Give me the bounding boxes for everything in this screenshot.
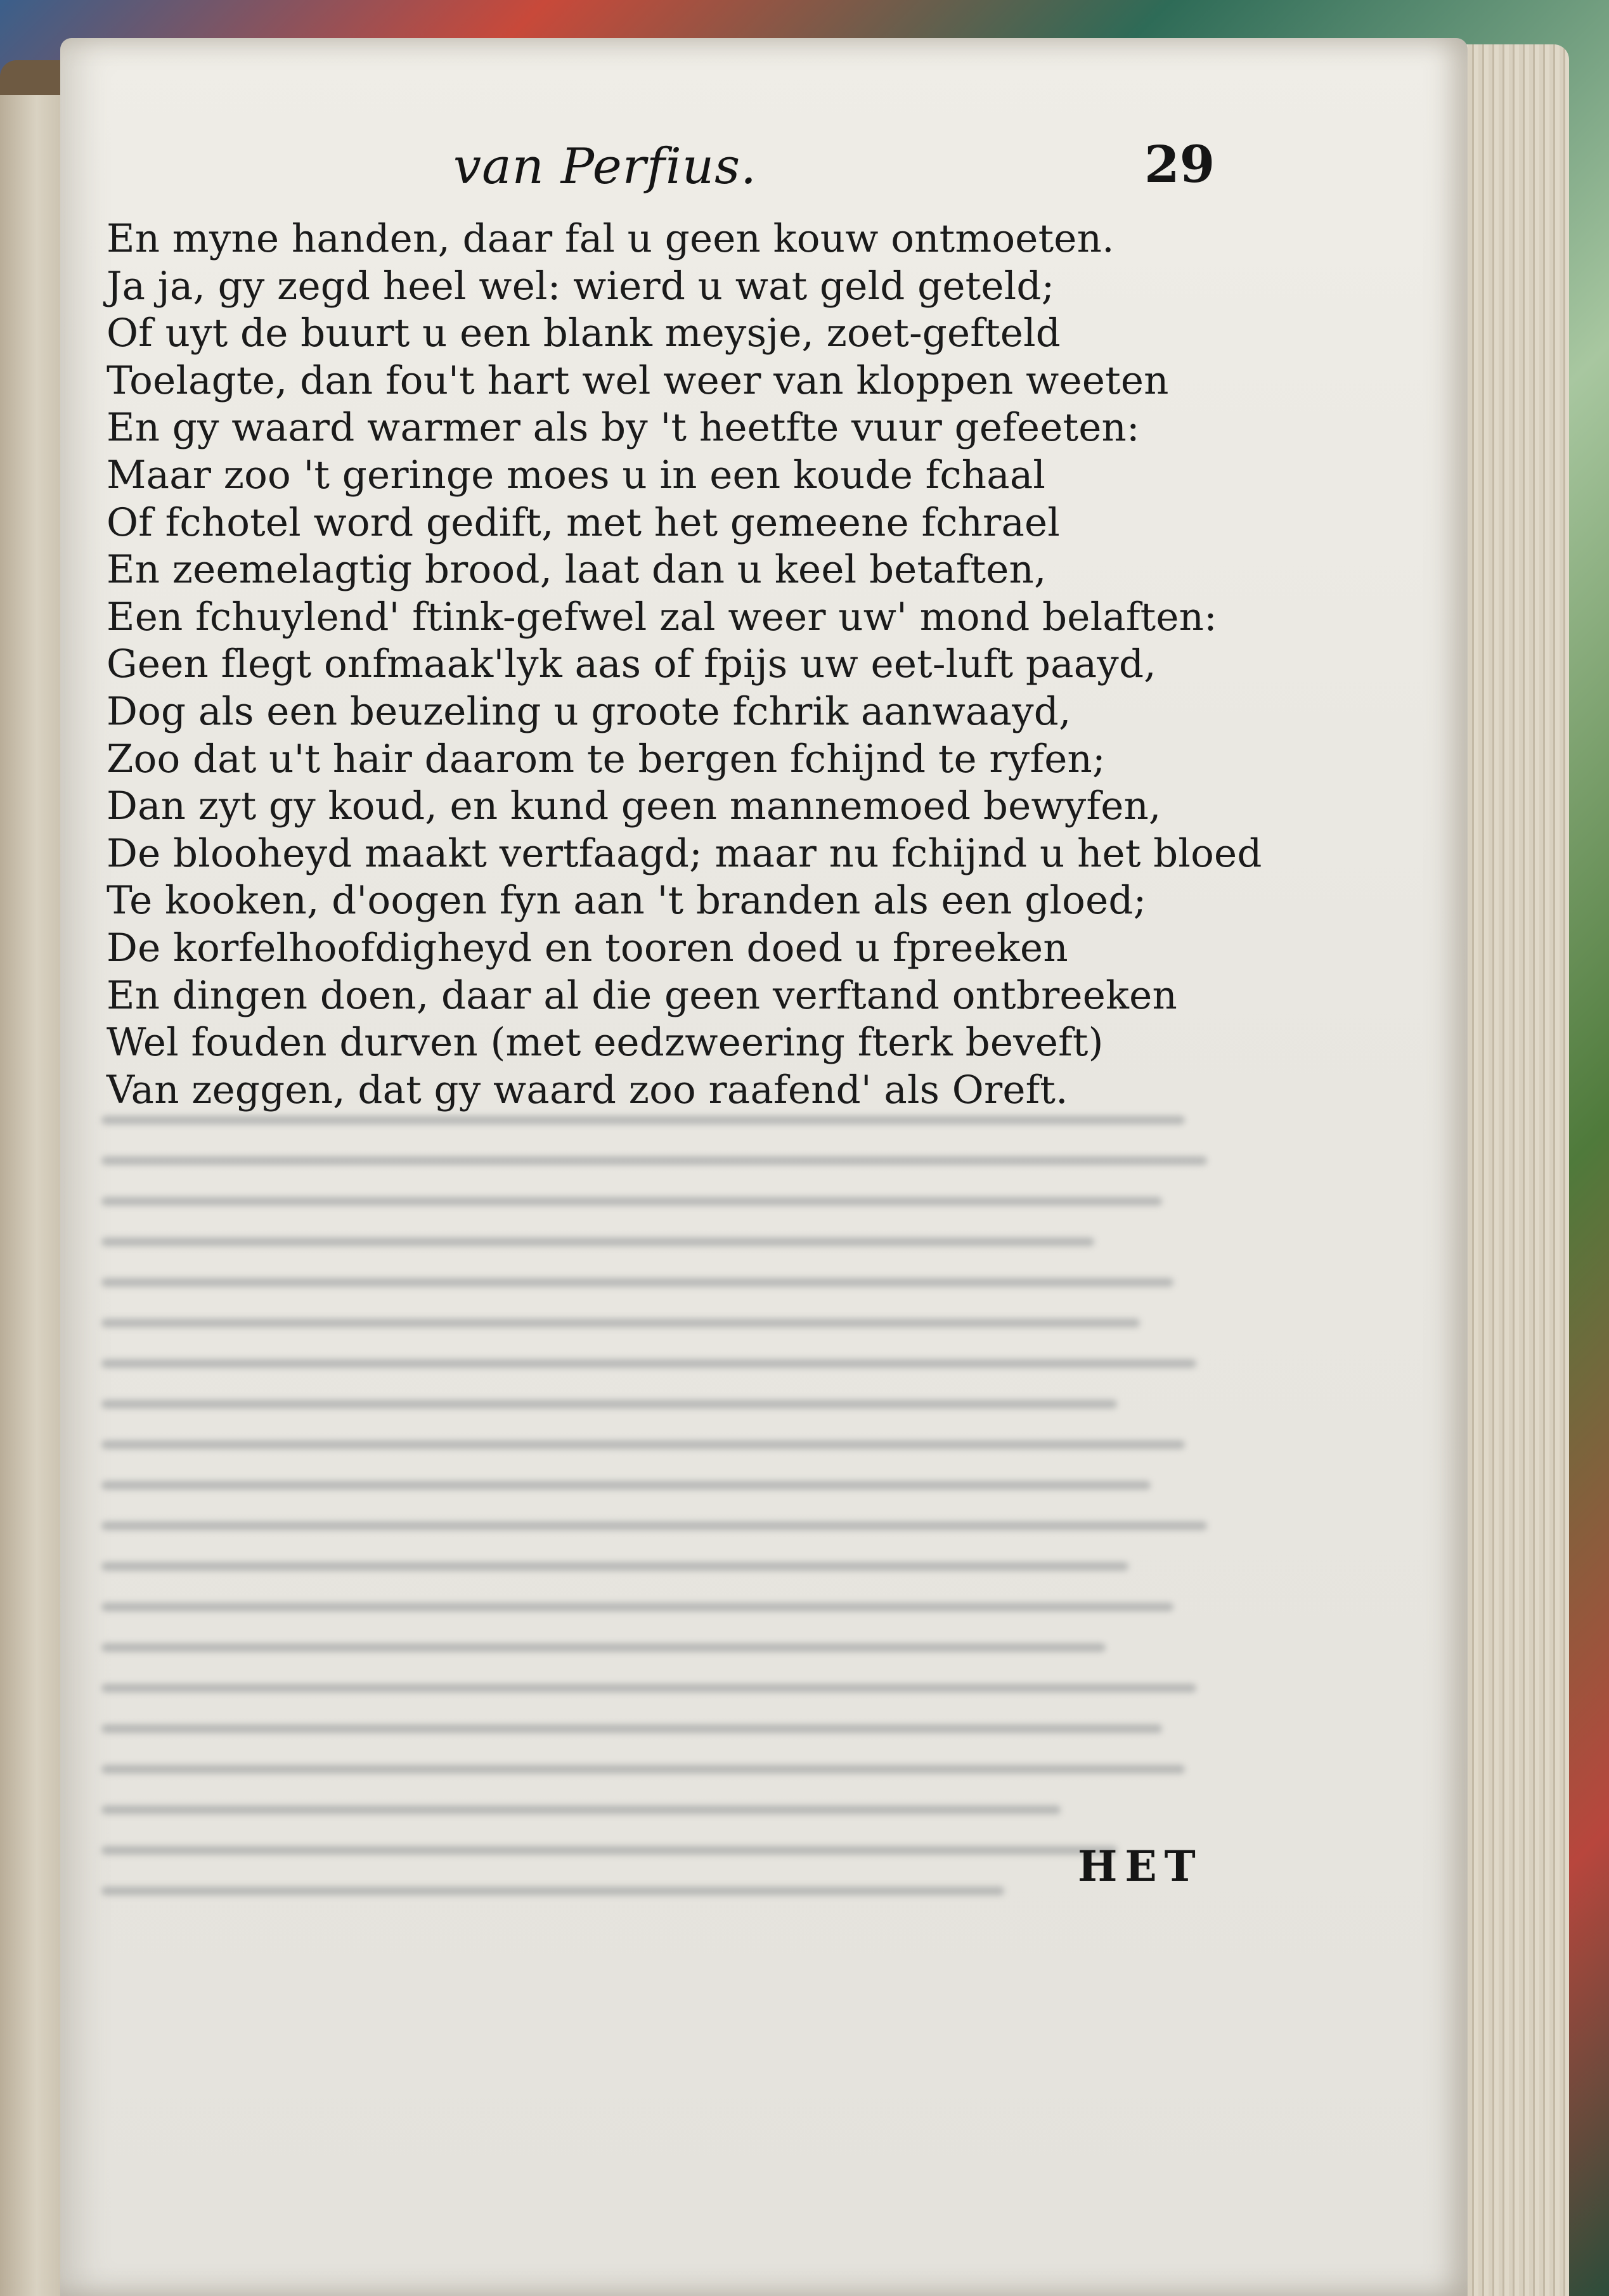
left-page-edge [0, 95, 67, 2296]
show-through-line [101, 1278, 1173, 1287]
show-through-line [101, 1440, 1185, 1449]
show-through-line [101, 1562, 1128, 1571]
verse-line: Geen flegt onfmaak'lyk aas of fpijs uw eet-luft paayd, [107, 642, 1156, 687]
verse-line: Ja ja, gy zegd heel wel: wierd u wat geld geteld; [107, 263, 1055, 309]
catchword: HET [1078, 1841, 1203, 1891]
show-through-line [101, 1319, 1140, 1327]
show-through-line [101, 1481, 1151, 1490]
show-through-line [101, 1197, 1162, 1206]
show-through-line [101, 1846, 1117, 1855]
verse-line: En dingen doen, daar al die geen verftand ontbreeken [107, 972, 1177, 1018]
show-through-line [101, 1400, 1117, 1409]
page-header [60, 134, 1468, 208]
verse-line: Of uyt de buurt u een blank meysje, zoet-gefteld [107, 311, 1061, 356]
show-through-line [101, 1237, 1094, 1246]
show-through-line [101, 1886, 1004, 1895]
show-through-text [101, 1116, 1230, 2016]
verse-line: De blooheyd maakt vertfaagd; maar nu fchijnd u het bloed [107, 830, 1262, 876]
show-through-line [101, 1116, 1185, 1125]
verse-line: Dog als een beuzeling u groote fchrik aanwaayd, [107, 688, 1071, 734]
page-block-edges [1458, 44, 1569, 2296]
show-through-line [101, 1521, 1207, 1530]
show-through-line [101, 1684, 1196, 1693]
verse-line: En zeemelagtig brood, laat dan u keel betaften, [107, 547, 1047, 593]
verse-line: Van zeggen, dat gy waard zoo raafend' als Oreft. [107, 1067, 1068, 1113]
verse-line: Te kooken, d'oogen fyn aan 't branden als een gloed; [107, 878, 1147, 924]
verse-line: De korfelhoofdigheyd en tooren doed u fpreeken [107, 925, 1068, 971]
show-through-line [101, 1724, 1162, 1733]
verse-line: Een fchuylend' ftink-gefwel zal weer uw' mond belaften: [107, 594, 1217, 640]
verse-line: Toelagte, dan fou't hart wel weer van kloppen weeten [107, 358, 1169, 403]
verse-block [107, 216, 1286, 1114]
show-through-line [101, 1603, 1173, 1611]
verse-line: Maar zoo 't geringe moes u in een koude fchaal [107, 452, 1046, 498]
page-number: 29 [1144, 134, 1215, 194]
verse-line: Dan zyt gy koud, en kund geen mannemoed bewyfen, [107, 784, 1161, 829]
verse-line: Wel fouden durven (met eedzweering fterk beveft) [107, 1020, 1104, 1066]
verse-line: Of fchotel word gedift, met het gemeene fchrael [107, 500, 1061, 545]
show-through-line [101, 1643, 1106, 1652]
show-through-line [101, 1765, 1185, 1774]
verse-line: En myne handen, daar fal u geen kouw ontmoeten. [107, 216, 1115, 261]
show-through-line [101, 1156, 1207, 1165]
verse-line: En gy waard warmer als by 't heetfte vuur gefeeten: [107, 405, 1140, 451]
show-through-line [101, 1805, 1061, 1814]
verse-line: Zoo dat u't hair daarom te bergen fchijnd te ryfen; [107, 736, 1106, 782]
running-head: van Perfius. [453, 138, 757, 195]
show-through-line [101, 1359, 1196, 1368]
